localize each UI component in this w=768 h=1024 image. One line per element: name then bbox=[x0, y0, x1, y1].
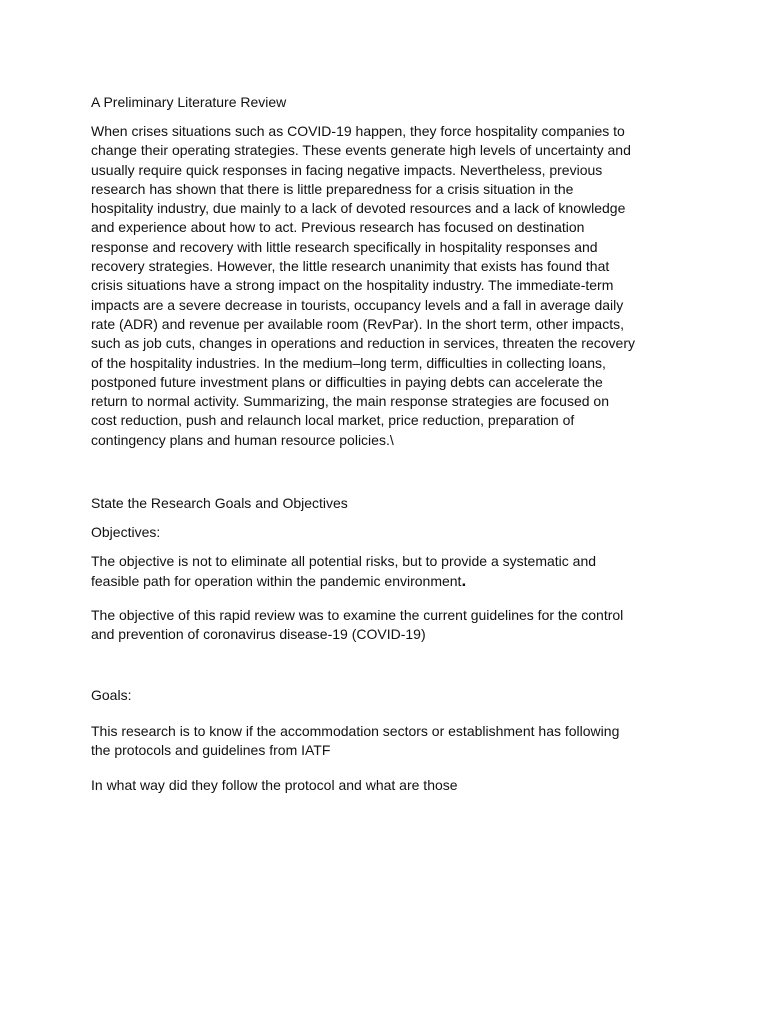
paragraph-line: postponed future investment plans or difficulties in paying debts can accelerate the bbox=[91, 373, 603, 390]
paragraph-line: impacts are a severe decrease in tourists, occupancy levels and a fall in average daily bbox=[91, 296, 624, 313]
paragraph-line: response and recovery with little research specifically in hospitality responses and bbox=[91, 238, 598, 255]
goal-1 bbox=[91, 722, 691, 761]
objective-1-line: The objective is not to eliminate all potential risks, but to provide a systematic and bbox=[91, 553, 597, 569]
objective-2 bbox=[91, 606, 691, 645]
paragraph-line: crisis situations have a strong impact on the hospitality industry. The immediate-term bbox=[91, 277, 614, 294]
paragraph-line: rate (ADR) and revenue per available room (RevPar). In the short term, other impacts, bbox=[91, 315, 624, 332]
paragraph-line: contingency plans and human resource policies.\ bbox=[91, 431, 394, 448]
paragraph-line: return to normal activity. Summarizing, the main response strategies are focused on bbox=[91, 393, 609, 410]
research-goals-heading: State the Research Goals and Objectives bbox=[91, 495, 348, 511]
paragraph-line: When crises situations such as COVID-19 happen, they force hospitality companies to bbox=[91, 123, 625, 139]
paragraph-line: change their operating strategies. These events generate high levels of uncertainty and bbox=[91, 142, 631, 159]
goal-1-line: This research is to know if the accommodation sectors or establishment has following bbox=[91, 723, 620, 739]
objectives-label: Objectives: bbox=[91, 524, 161, 540]
paragraph-line: usually require quick responses in facing negative impacts. Nevertheless, previous bbox=[91, 161, 603, 178]
goals-label: Goals: bbox=[91, 687, 132, 703]
paragraph-line: research has shown that there is little preparedness for a crisis situation in the bbox=[91, 180, 574, 197]
literature-review-paragraph bbox=[91, 122, 691, 450]
paragraph-line: hospitality industry, due mainly to a lack of devoted resources and a lack of knowledge bbox=[91, 200, 626, 217]
objective-2-line: The objective of this rapid review was to examine the current guidelines for the control bbox=[91, 607, 624, 623]
objective-2-line: and prevention of coronavirus disease-19 (COVID-19) bbox=[91, 626, 426, 643]
paragraph-line: such as job cuts, changes in operations and reduction in services, threaten the recovery bbox=[91, 335, 635, 352]
goal-1-line: the protocols and guidelines from IATF bbox=[91, 742, 331, 759]
paragraph-line: and experience about how to act. Previous research has focused on destination bbox=[91, 219, 585, 236]
paragraph-line: recovery strategies. However, the little research unanimity that exists has found that bbox=[91, 258, 610, 275]
goal-2: In what way did they follow the protocol and what are those bbox=[91, 777, 458, 793]
literature-review-heading: A Preliminary Literature Review bbox=[91, 94, 287, 110]
objective-1-line-2 bbox=[91, 571, 691, 591]
paragraph-line: of the hospitality industries. In the medium–long term, difficulties in collecting loans, bbox=[91, 354, 606, 371]
objective-1-line-text: feasible path for operation within the pandemic environment bbox=[91, 573, 462, 590]
paragraph-line: cost reduction, push and relaunch local market, price reduction, preparation of bbox=[91, 412, 575, 429]
objective-1 bbox=[91, 552, 691, 592]
objective-1-period: . bbox=[461, 571, 467, 591]
